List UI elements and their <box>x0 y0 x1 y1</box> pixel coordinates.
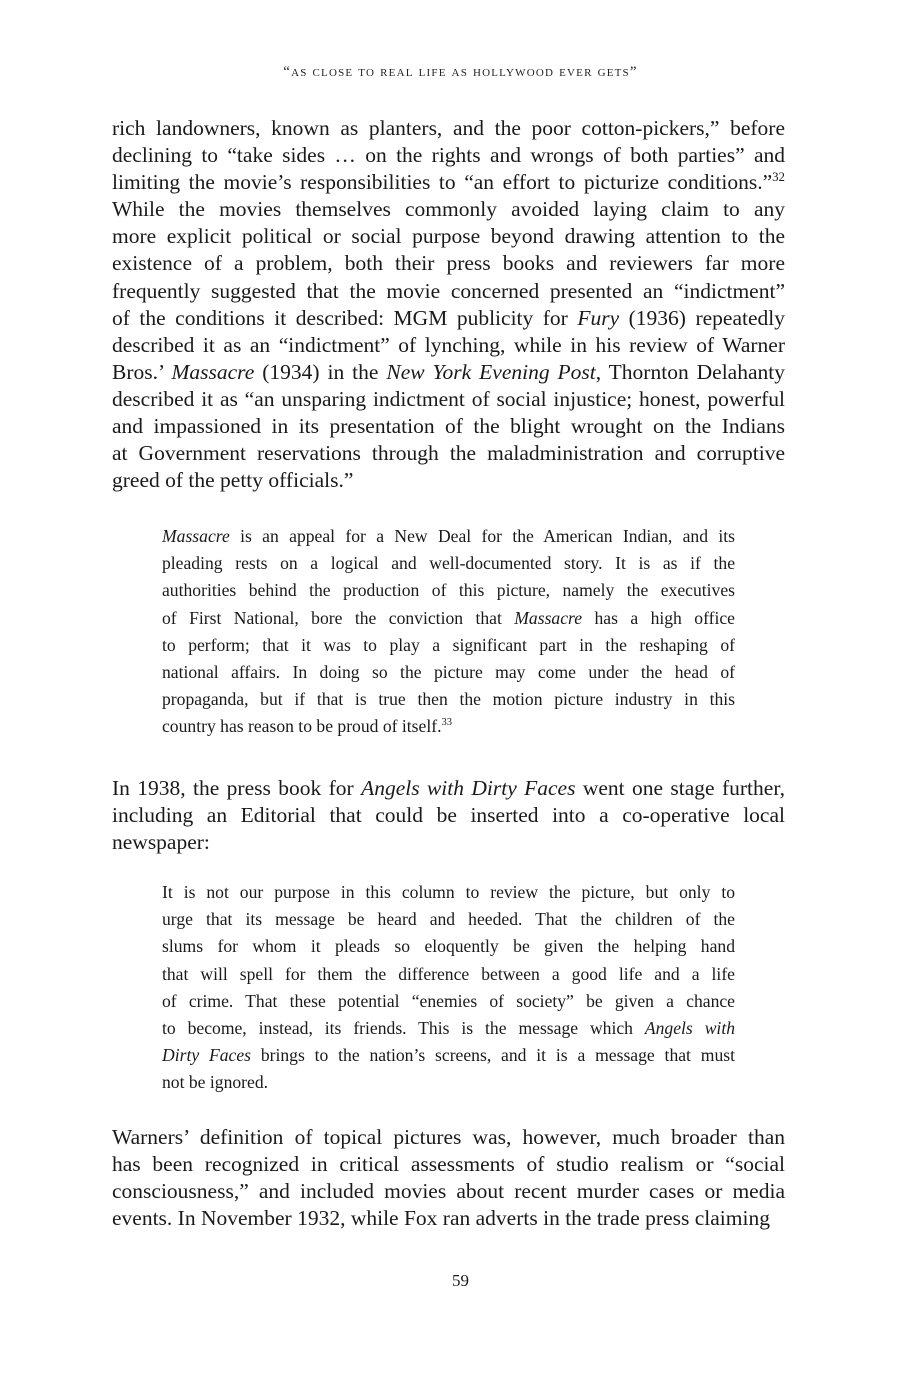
text-line <box>112 169 785 196</box>
text-line <box>162 686 735 713</box>
text-line <box>112 305 785 332</box>
text-line <box>112 413 785 440</box>
text-line <box>162 1042 735 1069</box>
body-paragraph <box>112 115 785 494</box>
italic-title: Massacre <box>162 526 230 546</box>
italic-title: Massacre <box>514 607 583 628</box>
italic-title: Angels with Dirty Faces <box>361 776 576 800</box>
text-line <box>162 988 735 1015</box>
text-run: country has reason to be proud of itself. <box>162 716 442 737</box>
text-run: events. In November 1932, while Fox ran adverts in the trade press claiming <box>112 1206 770 1231</box>
text-run: described it as an “indictment” of lynching, while in his review of Warner <box>112 332 785 357</box>
text-line <box>162 605 735 632</box>
italic-title: Massacre <box>171 359 255 384</box>
italic-title: Dirty Faces <box>162 1045 251 1066</box>
text-run: Bros.’ <box>112 359 172 384</box>
text-run: of crime. That these potential “enemies of society” be given a chance <box>162 990 735 1011</box>
text-run: went one stage further, <box>575 776 785 800</box>
text-line <box>162 659 735 686</box>
text-line <box>112 332 785 359</box>
text-run: of the conditions it described: MGM publicity for <box>112 305 578 330</box>
text-run: described it as “an unsparing indictment of social injustice; honest, powerful <box>112 386 785 411</box>
body-paragraph <box>112 1124 785 1232</box>
text-run: consciousness,” and included movies about recent murder cases or media <box>112 1179 785 1204</box>
text-run: (1934) in the <box>254 359 387 384</box>
text-run: authorities behind the production of this picture, namely the executives <box>162 580 735 601</box>
body-paragraph <box>112 775 785 856</box>
text-run: While the movies themselves commonly avoided laying claim to any <box>112 197 785 222</box>
text-line <box>162 713 735 740</box>
text-line <box>112 1151 785 1178</box>
text-run: including an Editorial that could be inserted into a co-operative local <box>112 803 785 828</box>
text-run: frequently suggested that the movie concerned presented an “indictment” <box>112 278 785 303</box>
text-line <box>112 359 785 386</box>
text-run: and impassioned in its presentation of the blight wrought on the Indians <box>112 414 785 439</box>
text-run: is an appeal for a New Deal for the American Indian, and its <box>229 526 735 546</box>
text-line <box>112 386 785 413</box>
text-line <box>162 933 735 960</box>
text-line <box>162 577 735 604</box>
text-run: that will spell for them the difference between a good life and a life <box>162 963 735 984</box>
text-line <box>112 1178 785 1205</box>
text-line <box>112 775 785 802</box>
text-line <box>112 1124 785 1151</box>
text-line <box>162 906 735 933</box>
text-run: not be ignored. <box>162 1072 269 1093</box>
text-run: declining to “take sides … on the rights and wrongs of both parties” and <box>112 143 785 168</box>
text-line <box>162 879 735 906</box>
text-run: to become, instead, its friends. This is the message which <box>162 1018 645 1039</box>
text-run: greed of the petty officials.” <box>112 468 354 493</box>
text-line <box>112 115 785 142</box>
text-run: more explicit political or social purpose beyond drawing attention to the <box>112 224 785 249</box>
text-line <box>112 829 785 856</box>
text-run: rich landowners, known as planters, and the poor cotton-pickers,” before <box>112 116 785 140</box>
italic-title: Fury <box>577 305 620 330</box>
text-run: urge that its message be heard and heeded. That the children of the <box>162 909 735 930</box>
text-line <box>112 223 785 250</box>
text-run: limiting the movie’s responsibilities to “an effort to picturize conditions.” <box>112 170 773 195</box>
text-line <box>112 440 785 467</box>
text-line <box>112 802 785 829</box>
text-line <box>112 467 785 494</box>
text-run: In 1938, the press book for <box>112 776 362 800</box>
text-run: newspaper: <box>112 830 210 855</box>
text-run: to perform; that it was to play a significant part in the reshaping of <box>162 634 735 655</box>
text-run: has a high office <box>582 607 735 628</box>
italic-title: New York Evening Post <box>386 359 596 384</box>
running-head: “as close to real life as hollywood ever gets” <box>283 64 638 80</box>
text-line <box>162 1015 735 1042</box>
text-line <box>112 142 785 169</box>
text-line <box>112 1205 785 1232</box>
text-run: slums for whom it pleads so eloquently be given the helping hand <box>162 936 735 957</box>
text-run: propaganda, but if that is true then the motion picture industry in this <box>162 689 735 710</box>
text-line <box>162 550 735 577</box>
block-quote <box>162 523 735 741</box>
text-run: , Thornton Delahanty <box>595 359 785 384</box>
text-run: Warners’ definition of topical pictures was, however, much broader than <box>112 1125 785 1149</box>
text-run: brings to the nation’s screens, and it is a message that must <box>250 1045 735 1066</box>
text-line <box>112 250 785 277</box>
text-line <box>112 278 785 305</box>
block-quote <box>162 879 735 1097</box>
text-run: national affairs. In doing so the picture may come under the head of <box>162 662 735 683</box>
text-run: It is not our purpose in this column to review the picture, but only to <box>162 882 735 902</box>
italic-title: Angels with <box>644 1018 736 1039</box>
text-run: has been recognized in critical assessments of studio realism or “social <box>112 1152 785 1177</box>
footnote-ref: 33 <box>441 717 453 729</box>
page-number: 59 <box>452 1271 469 1290</box>
text-line <box>112 196 785 223</box>
text-line <box>162 1069 735 1096</box>
footnote-ref: 32 <box>772 170 785 185</box>
text-run: at Government reservations through the maladministration and corruptive <box>112 441 785 466</box>
text-line <box>162 961 735 988</box>
text-line <box>162 632 735 659</box>
text-line <box>162 523 735 550</box>
text-run: (1936) repeatedly <box>619 305 785 330</box>
text-run: existence of a problem, both their press books and reviewers far more <box>112 251 785 276</box>
text-run: of First National, bore the conviction that <box>162 607 515 628</box>
text-run: pleading rests on a logical and well-documented story. It is as if the <box>162 553 735 574</box>
